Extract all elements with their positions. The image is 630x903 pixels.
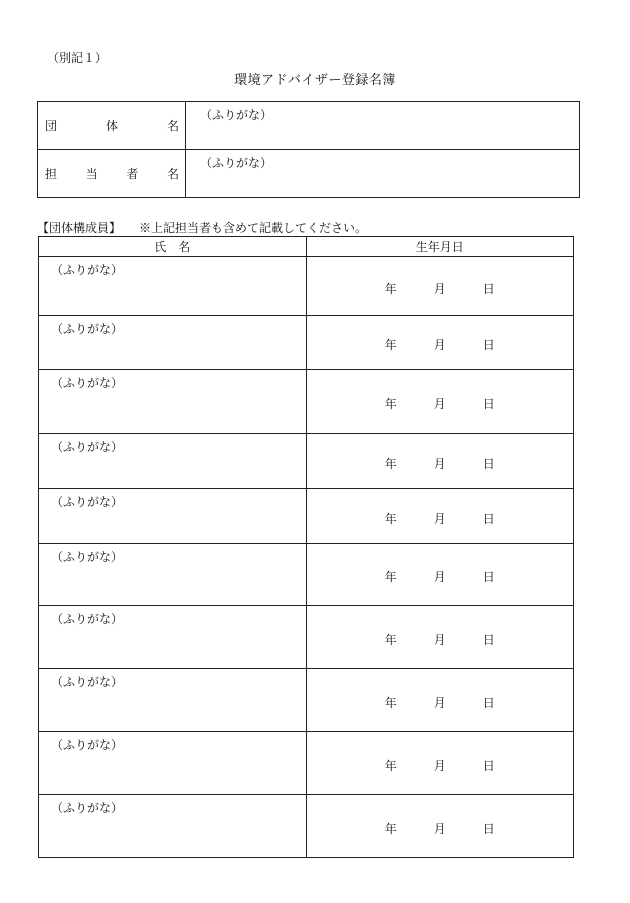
page-title: 環境アドバイザー登録名簿 [234,73,396,88]
furigana-hint: （ふりがな） [51,550,124,564]
dob-day-label: 日 [482,397,495,411]
member-name-field[interactable] [39,434,307,489]
dob-year-label: 年 [384,758,397,773]
member-row [39,434,574,489]
member-dob-field[interactable] [306,732,574,795]
member-row [39,489,574,544]
dob-year-label: 年 [384,695,397,710]
members-instruction: ※上記担当者も含めて記載してください。 [139,221,368,235]
contact-person-label: 担 当 者 名 [38,150,186,198]
dob-month-label: 月 [433,632,446,647]
furigana-hint: （ふりがな） [51,738,124,752]
member-name-field[interactable] [39,732,307,795]
dob-month-label: 月 [433,570,446,584]
members-heading [37,219,367,236]
member-dob-field[interactable] [306,434,574,489]
furigana-hint: （ふりがな） [51,322,124,336]
members-table [38,236,574,858]
dob-day-label: 日 [482,338,495,352]
furigana-hint: （ふりがな） [51,612,124,626]
dob-day-label: 日 [482,570,495,584]
member-name-field[interactable] [39,370,307,434]
dob-day-label: 日 [482,281,495,296]
dob-month-label: 月 [433,397,446,411]
dob-day-label: 日 [482,456,495,471]
org-name-label: 団 体 名 [38,102,186,150]
contact-person-row [38,150,580,198]
member-dob-field[interactable] [306,544,574,606]
dob-month-label: 月 [433,511,446,526]
dob-day-label: 日 [482,695,495,710]
members-section-label: 【団体構成員】 [37,221,122,235]
organization-table [37,101,580,198]
member-row [39,544,574,606]
dob-year-label: 年 [384,570,397,584]
member-row [39,606,574,669]
dob-month-label: 月 [433,281,446,296]
furigana-hint: （ふりがな） [51,263,124,277]
dob-month-label: 月 [433,821,446,836]
member-name-field[interactable] [39,257,307,316]
member-row [39,669,574,732]
org-name-field[interactable] [186,102,580,150]
dob-year-label: 年 [384,821,397,836]
dob-day-label: 日 [482,511,495,526]
member-name-field[interactable] [39,489,307,544]
members-header-row [39,237,574,257]
dob-day-label: 日 [482,632,495,647]
dob-month-label: 月 [433,695,446,710]
member-dob-field[interactable] [306,489,574,544]
dob-year-label: 年 [384,338,397,352]
dob-month-label: 月 [433,456,446,471]
member-dob-field[interactable] [306,257,574,316]
member-row [39,257,574,316]
member-name-field[interactable] [39,544,307,606]
furigana-hint: （ふりがな） [51,801,124,815]
member-row [39,795,574,858]
member-dob-field[interactable] [306,316,574,370]
member-row [39,316,574,370]
dob-year-label: 年 [384,456,397,471]
dob-day-label: 日 [482,758,495,773]
dob-year-label: 年 [384,281,397,296]
dob-day-label: 日 [482,821,495,836]
name-column-header: 氏 名 [39,237,307,257]
furigana-hint: （ふりがな） [200,156,273,170]
dob-year-label: 年 [384,511,397,526]
member-name-field[interactable] [39,669,307,732]
contact-person-field[interactable] [186,150,580,198]
annex-note: （別記１） [47,51,108,65]
furigana-hint: （ふりがな） [51,440,124,454]
member-dob-field[interactable] [306,606,574,669]
member-name-field[interactable] [39,316,307,370]
org-name-row [38,102,580,150]
furigana-hint: （ふりがな） [51,495,124,509]
member-row [39,732,574,795]
dob-year-label: 年 [384,632,397,647]
dob-year-label: 年 [384,397,397,411]
member-row [39,370,574,434]
member-name-field[interactable] [39,606,307,669]
dob-column-header: 生年月日 [306,237,574,257]
furigana-hint: （ふりがな） [51,675,124,689]
dob-month-label: 月 [433,338,446,352]
member-dob-field[interactable] [306,795,574,858]
member-dob-field[interactable] [306,370,574,434]
furigana-hint: （ふりがな） [51,376,124,390]
member-dob-field[interactable] [306,669,574,732]
dob-month-label: 月 [433,758,446,773]
furigana-hint: （ふりがな） [200,108,273,122]
member-name-field[interactable] [39,795,307,858]
